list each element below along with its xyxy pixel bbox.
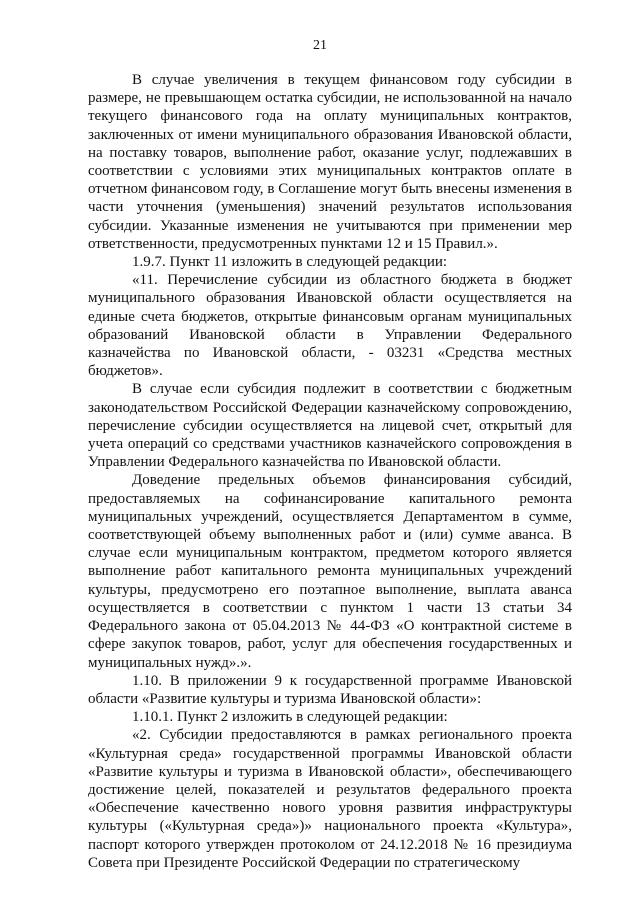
paragraph-item-1-9-7: 1.9.7. Пункт 11 изложить в следующей редакции: <box>132 254 448 271</box>
paragraph-item-1-10: 1.10. В приложении 9 к государственной программе Ивановской области «Развитие культуры и туризма Ивановской области»: <box>88 672 572 707</box>
paragraph-item-2-subsidies: «2. Субсидии предоставляются в рамках регионального проекта «Культурная среда» государственной программы Ивановской области «Развитие культуры и туризма в Ивановской области», обеспечивающего достижение целей, показателей и результатов федерального проекта «Обеспечение качественно нового уровня развития инфраструктуры культуры («Культурная среда»)» национального проекта «Культура», паспорт которого утвержден протоколом от 24.12.2018 № 16 президиума Совета при Президенте Российской Федерации по стратегическому <box>88 727 572 871</box>
document-body <box>88 71 572 872</box>
paragraph-item-11-transfer: «11. Перечисление субсидии из областного бюджета в бюджет муниципального образования Ивановской области осуществляется на единые счета бюджетов, открытые финансовым органам муниципальных образований Ивановской области в Управлении Федерального казначейства по Ивановской области, - 03231 «Средства местных бюджетов». <box>88 272 572 380</box>
paragraph-item-1-10-1: 1.10.1. Пункт 2 изложить в следующей редакции: <box>132 709 448 726</box>
page-number: 21 <box>313 38 327 53</box>
paragraph-treasury-support: В случае если субсидия подлежит в соответствии с бюджетным законодательством Российской Федерации казначейскому сопровождению, перечисление субсидии осуществляется на лицевой счет, открытый для учета операций со средствами участников казначейского сопровождения в Управлении Федерального казначейства по Ивановской области. <box>88 381 572 471</box>
paragraph-funding-limits: Доведение предельных объемов финансирования субсидий, предоставляемых на софинансирование капитального ремонта муниципальных учреждений, осуществляется Департаментом в сумме, соответствующей объему выполненных работ и (или) сумме аванса. В случае если муниципальным контрактом, предметом которого является выполнение работ капитального ремонта муниципальных учреждений культуры, предусмотрено его поэтапное выполнение, выплата аванса осуществляется в соответствии с пунктом 1 части 13 статьи 34 Федерального закона от 05.04.2013 № 44-ФЗ «О контрактной системе в сфере закупок товаров, работ, услуг для обеспечения государственных и муниципальных нужд».». <box>88 472 572 671</box>
paragraph-subsidy-increase: В случае увеличения в текущем финансовом году субсидии в размере, не превышающем остатка субсидии, не использованной на начало текущего финансового года на оплату муниципальных контрактов, заключенных от имени муниципального образования Ивановской области, на поставку товаров, выполнение работ, оказание услуг, подлежавших в соответствии с условиями этих муниципальных контрактов оплате в отчетном финансовом году, в Соглашение могут быть внесены изменения в части уточнения (уменьшения) значений результатов использования субсидии. Указанные изменения не учитываются при применении мер ответственности, предусмотренных пунктами 12 и 15 Правил.». <box>88 72 572 252</box>
